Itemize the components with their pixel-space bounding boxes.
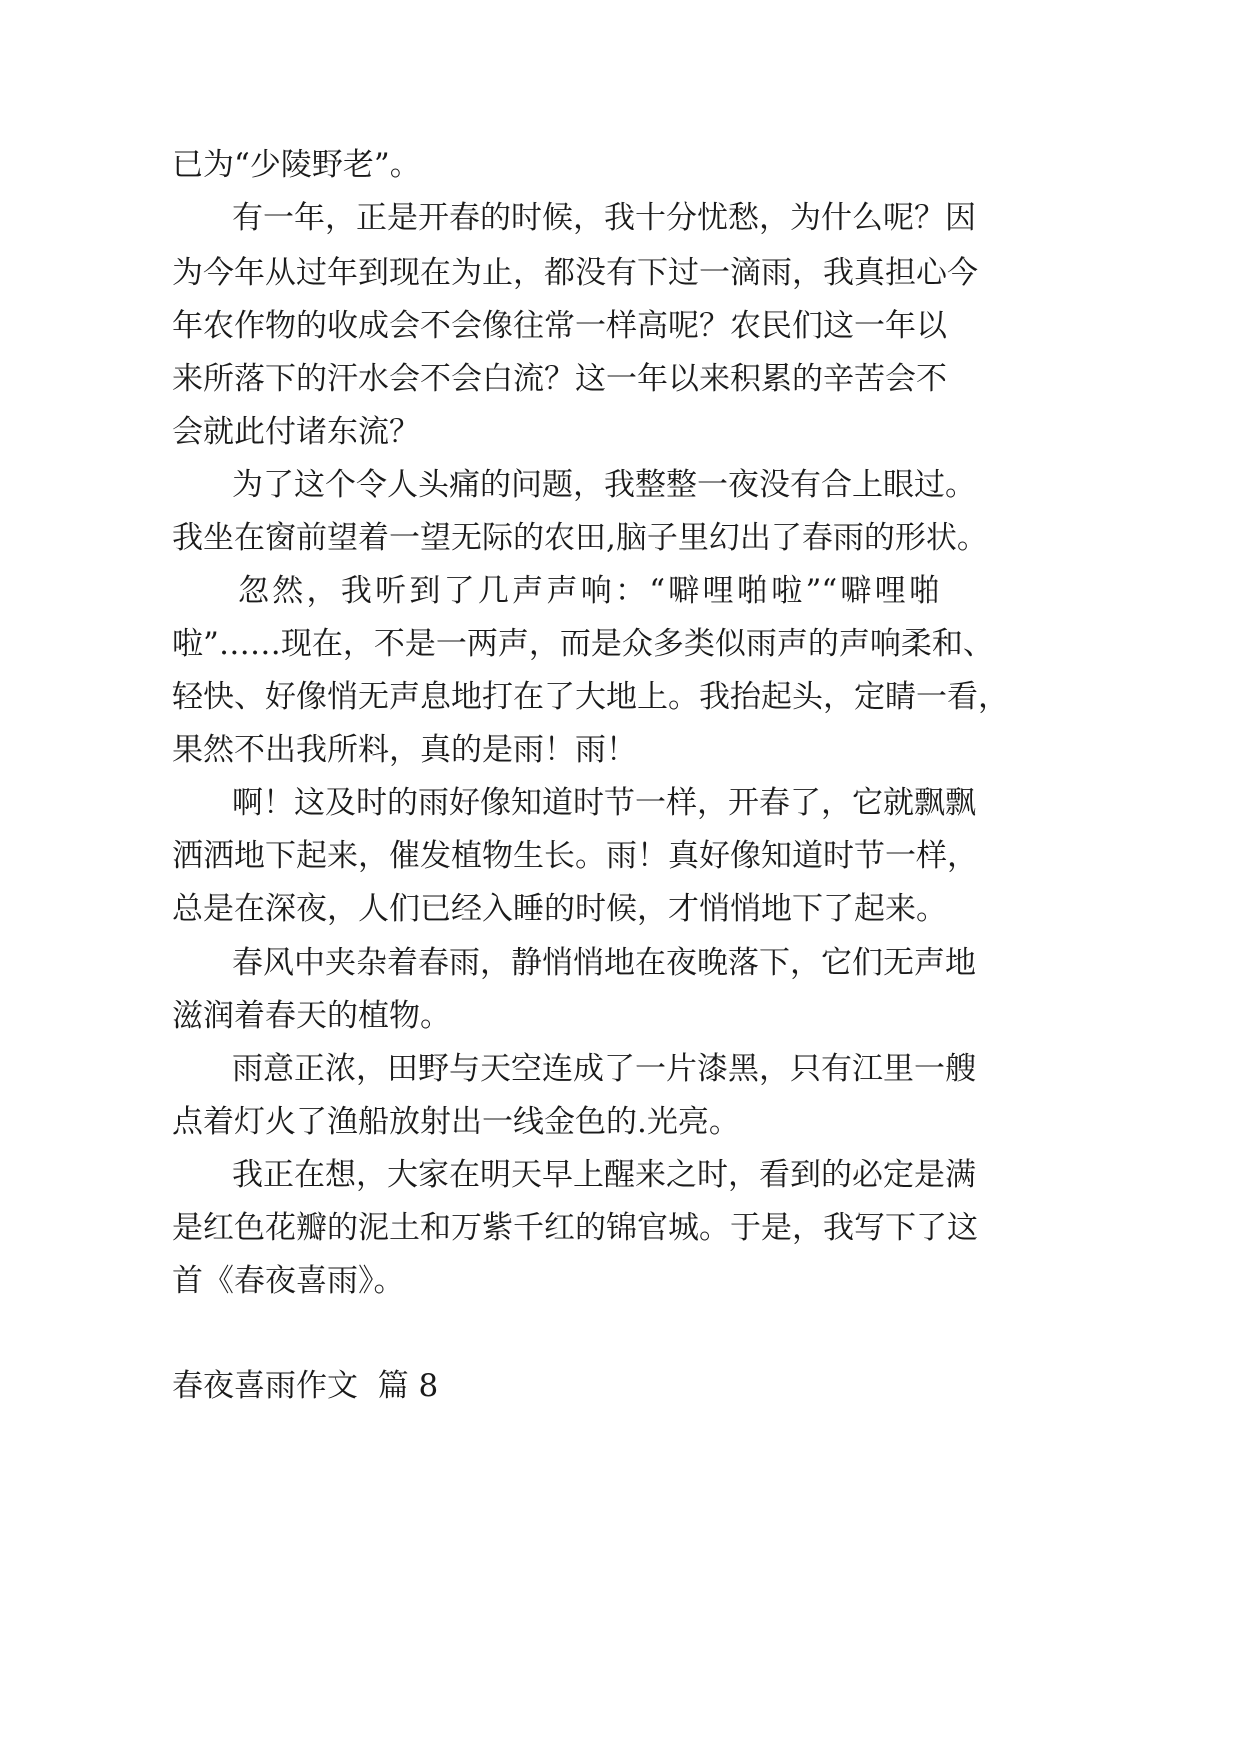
paragraph-text: 滋润着春天的植物。 [172, 998, 451, 1034]
text-line [0, 188, 1241, 248]
text-line [0, 243, 1241, 303]
text-line [0, 933, 1241, 993]
paragraph-text: 轻快、好像悄无声息地打在了大地上。我抬起头，定睛一看， [172, 679, 1009, 715]
text-line [0, 455, 1241, 515]
text-line [0, 614, 1241, 674]
paragraph-text: 点着灯火了渔船放射出一线金色的.光亮。 [172, 1104, 740, 1140]
text-line [0, 1145, 1241, 1205]
paragraph-text: 为了这个令人头痛的问题，我整整一夜没有合上眼过。 [232, 467, 976, 503]
paragraph-text: 洒洒地下起来，催发植物生长。雨！真好像知道时节一样， [172, 838, 978, 874]
paragraph-text: 首《春夜喜雨》。 [172, 1263, 405, 1299]
paragraph-text: 啊！这及时的雨好像知道时节一样，开春了，它就飘飘 [232, 785, 976, 821]
paragraph-text: 忽然，我听到了几声声响：“噼哩啪啦”“噼哩啪 [238, 573, 940, 609]
paragraph-text: 我坐在窗前望着一望无际的农田,脑子里幻出了春雨的形状。 [172, 520, 988, 556]
text-line [0, 1251, 1241, 1311]
text-line [0, 879, 1241, 939]
text-line [0, 349, 1241, 409]
paragraph-text: 年农作物的收成会不会像往常一样高呢？农民们这一年以 [172, 308, 947, 344]
paragraph-text: 为今年从过年到现在为止，都没有下过一滴雨，我真担心今 [172, 255, 978, 291]
text-line [0, 773, 1241, 833]
paragraph-text: 啦”……现在，不是一两声，而是众多类似雨声的声响柔和、 [172, 626, 994, 662]
text-line [0, 826, 1241, 886]
paragraph-text: 果然不出我所料，真的是雨！雨！ [172, 732, 637, 768]
paragraph-text: 来所落下的汗水会不会白流？这一年以来积累的辛苦会不 [172, 361, 947, 397]
text-line [0, 1092, 1241, 1152]
text-line [0, 1198, 1241, 1258]
text-line [0, 402, 1241, 462]
paragraph-text: 会就此付诸东流？ [172, 414, 420, 450]
paragraph-text: 春风中夹杂着春雨，静悄悄地在夜晚落下，它们无声地 [232, 945, 976, 981]
text-line [0, 561, 1241, 621]
text-line [0, 135, 1241, 195]
text-line [0, 1039, 1241, 1099]
section-heading: 春夜喜雨作文 篇 8 [172, 1368, 439, 1404]
text-line [0, 986, 1241, 1046]
text-line [0, 720, 1241, 780]
text-line [0, 1356, 1241, 1416]
paragraph-text: 有一年，正是开春的时候，我十分忧愁，为什么呢？因 [232, 200, 976, 236]
paragraph-text: 我正在想，大家在明天早上醒来之时，看到的必定是满 [232, 1157, 976, 1193]
paragraph-text: 雨意正浓，田野与天空连成了一片漆黑，只有江里一艘 [232, 1051, 976, 1087]
text-line [0, 667, 1241, 727]
paragraph-text: 总是在深夜，人们已经入睡的时候，才悄悄地下了起来。 [172, 891, 947, 927]
text-line [0, 508, 1241, 568]
paragraph-text: 是红色花瓣的泥土和万紫千红的锦官城。于是，我写下了这 [172, 1210, 978, 1246]
text-line [0, 296, 1241, 356]
paragraph-text: 已为“少陵野老”。 [172, 147, 421, 183]
